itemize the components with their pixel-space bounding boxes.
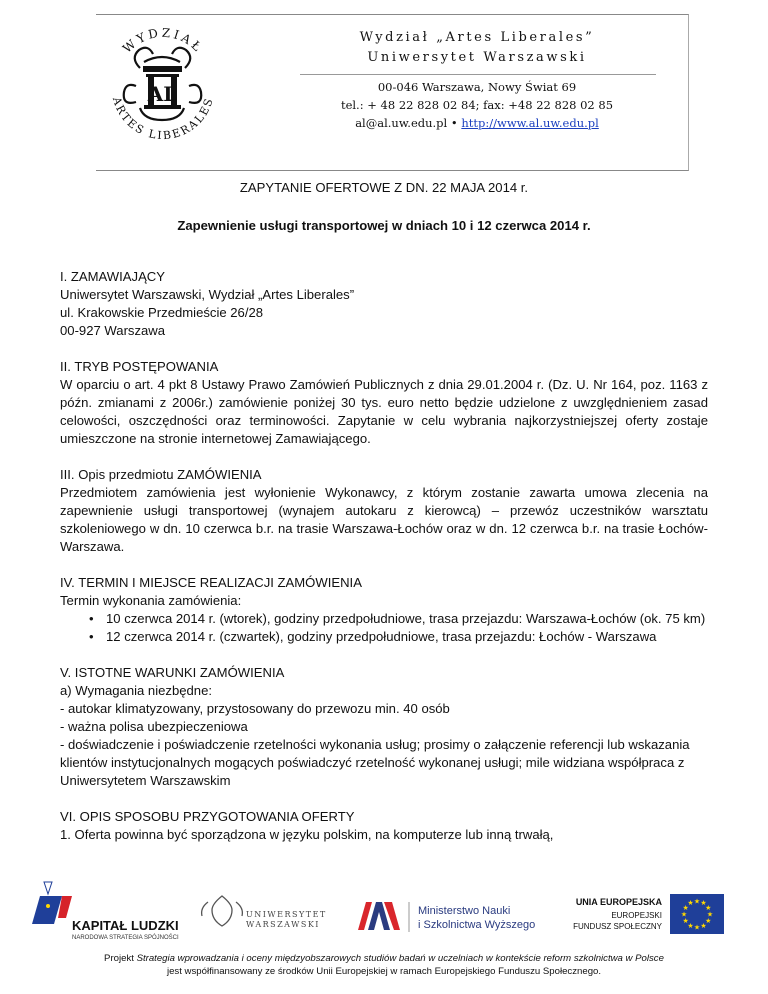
separator-bullet: •: [450, 116, 458, 130]
university-name: Uniwersytet Warszawski: [367, 50, 587, 65]
section-heading: IV. TERMIN I MIEJSCE REALIZACJI ZAMÓWIENIA: [60, 575, 362, 590]
list-item: • 12 czerwca 2014 r. (czwartek), godziny przedpołudniowe, trasa przejazdu: Łochów - Warszawa: [106, 628, 708, 646]
eu-star-icon: ★: [693, 898, 701, 906]
svg-text:WYDZIAŁ: WYDZIAŁ: [120, 25, 207, 56]
list-item: • 10 czerwca 2014 r. (wtorek), godziny przedpołudniowe, trasa przejazdu: Warszawa-Łochów (ok. 75 km): [106, 610, 708, 628]
party-city: 00-927 Warszawa: [60, 323, 166, 338]
section-heading: VI. OPIS SPOSOBU PRZYGOTOWANIA OFERTY: [60, 809, 355, 824]
eu-title: UNIA EUROPEJSKA: [575, 897, 662, 907]
eu-line2: FUNDUSZ SPOŁECZNY: [573, 922, 662, 931]
section-conditions: [60, 664, 708, 790]
caption-line2: jest współfinansowany ze środków Unii Europejskiej w ramach Europejskiego Funduszu Społecznego.: [166, 966, 602, 977]
subject-text: Przedmiotem zamówienia jest wyłonienie Wykonawcy, z którym zostanie zawarta umowa zlecenia na zapewnienie usługi transportowej (wynajem autokaru z kierowcą) – przewóz uczestników warsztatu szkoleniowego w dn. 10 czerwca b.r. na trasie Warszawa-Łochów oraz w dn. 12 czerwca b.r. na trasie Łochów-Warszawa.: [60, 485, 708, 554]
project-title: Strategia wprowadzania i oceny międzyobszarowych studiów badań w uczelniach w kontekście reform szkolnictwa w Polsce: [136, 953, 664, 964]
ministry-logo-line2: i Szkolnictwa Wyższego: [418, 919, 536, 931]
website-link[interactable]: http://www.al.uw.edu.pl: [461, 116, 599, 130]
university-logo-line1: UNIWERSYTET: [246, 910, 327, 919]
faculty-logo: [100, 22, 225, 147]
party-street: ul. Krakowskie Przedmieście 26/28: [60, 305, 264, 320]
section-heading: II. TRYB POSTĘPOWANIA: [60, 359, 219, 374]
eu-star-icon: ★: [687, 922, 694, 930]
caption-line1: Projekt Strategia wprowadzania i oceny międzyobszarowych studiów badań w uczelniach w kontekście reform szkolnictwa w Polsce: [104, 953, 664, 964]
document-body: [60, 179, 708, 844]
section-contracting-party: [60, 268, 708, 340]
document-subtitle: Zapewnienie usługi transportowej w dniach 10 i 12 czerwca 2014 r.: [177, 218, 591, 233]
list-item: - autokar klimatyzowany, przystosowany do przewozu min. 40 osób: [60, 701, 450, 716]
list-item: 1. Oferta powinna być sporządzona w języku polskim, na komputerze lub inną trwałą,: [60, 827, 554, 842]
eu-star-icon: ★: [687, 900, 694, 908]
section-offer-preparation: [60, 808, 708, 844]
project-caption: [40, 952, 728, 978]
faculty-name: Wydział „Artes Liberales”: [359, 30, 595, 45]
eu-star-icon: ★: [682, 918, 689, 925]
university-logo-line2: WARSZAWSKI: [246, 920, 320, 929]
procedure-text: W oparciu o art. 4 pkt 8 Ustawy Prawo Zamówień Publicznych z dnia 29.01.2004 r. (Dz. U. Nr 164, poz. 1163 z późn. zmianami z 2006r.) zamówienie poniżej 30 tys. euro netto będzie udzielone z uwzględnieniem zasad celowości, oszczędności oraz terminowości. Zapytanie w celu wybrania najkorzystniejszej oferty zostaje umieszczone na stronie internetowej Zamawiającego.: [60, 377, 708, 446]
svg-text:AL: AL: [147, 82, 178, 106]
kapital-ludzki-subtitle: NARODOWA STRATEGIA SPÓJNOŚCI: [72, 935, 179, 941]
eu-star-icon: ★: [700, 900, 707, 908]
eu-line1: EUROPEJSKI: [611, 911, 662, 920]
eu-star-icon: ★: [705, 918, 712, 925]
contact-line: [292, 116, 662, 130]
requirements-subheading: a) Wymagania niezbędne:: [60, 683, 213, 698]
section-schedule: [60, 574, 708, 646]
section-subject: [60, 466, 708, 556]
list-item: - ważna polisa ubezpieczeniowa: [60, 719, 248, 734]
header-divider: [300, 74, 656, 75]
document-title: ZAPYTANIE OFERTOWE Z DN. 22 MAJA 2014 r.: [239, 180, 529, 195]
kapital-ludzki-logo: [32, 882, 179, 941]
eu-star-icon: ★: [693, 924, 701, 932]
phone-fax-line: tel.: + 48 22 828 02 84; fax: +48 22 828 02 85: [340, 98, 614, 112]
section-heading: V. ISTOTNE WARUNKI ZAMÓWIENIA: [60, 665, 285, 680]
eu-star-icon: ★: [700, 922, 707, 930]
eu-star-icon: ★: [682, 905, 689, 912]
eu-star-icon: ★: [706, 911, 714, 919]
section-procedure: [60, 358, 708, 448]
email-text: al@al.uw.edu.pl: [355, 116, 448, 130]
schedule-intro: Termin wykonania zamówienia:: [60, 593, 242, 608]
eu-star-icon: ★: [680, 911, 688, 919]
eu-star-icon: ★: [705, 905, 712, 912]
list-item: - doświadczenie i poświadczenie rzetelności wykonania usług; prosimy o załączenie referencji lub wskazania klientów instytucjonalnych mogących poświadczyć rzetelność wykonanej usługi; mile widziana współpraca z Uniwersytetem Warszawskim: [60, 737, 690, 788]
section-heading: III. Opis przedmiotu ZAMÓWIENIA: [60, 467, 262, 482]
ministry-logo: [358, 902, 535, 932]
party-name: Uniwersytet Warszawski, Wydział „Artes Liberales”: [60, 287, 355, 302]
svg-text:ARTES LIBERALES: ARTES LIBERALES: [109, 95, 217, 143]
kapital-ludzki-title: KAPITAŁ LUDZKI: [72, 918, 179, 933]
section-heading: I. ZAMAWIAJĄCY: [60, 269, 165, 284]
address-line: 00-046 Warszawa, Nowy Świat 69: [377, 80, 577, 94]
eu-logo: [573, 894, 724, 934]
university-logo: [202, 896, 327, 929]
schedule-list: [60, 610, 708, 646]
ministry-logo-line1: Ministerstwo Nauki: [418, 905, 511, 917]
